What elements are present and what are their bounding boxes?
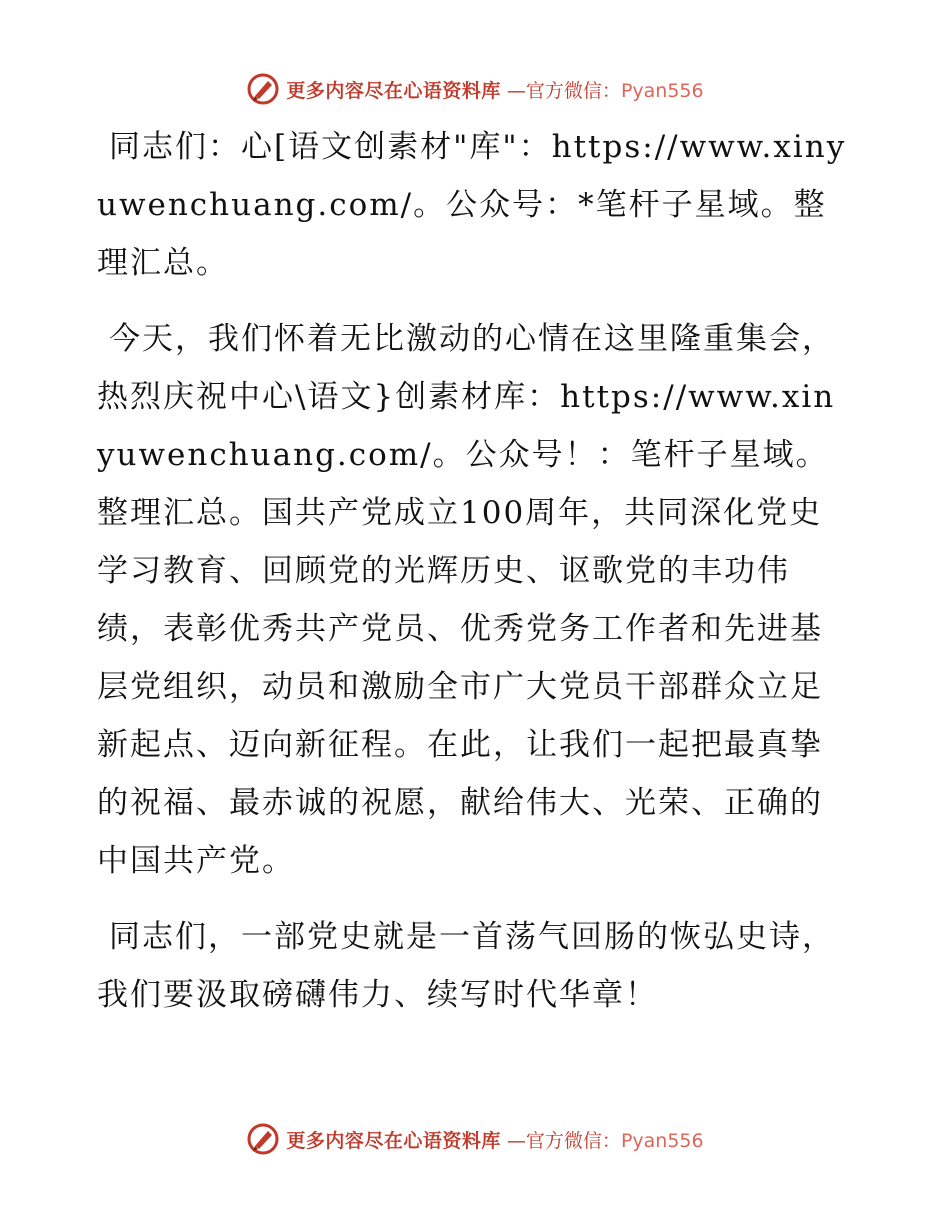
pen-logo-icon (246, 72, 280, 106)
document-body (97, 118, 853, 1042)
footer-banner (0, 1122, 950, 1156)
header-banner-wechat (507, 76, 704, 103)
paragraph-1: 同志们：心[语文创素材"库"：https://www.xinyuwenchuang.com/。公众号：*笔杆子星域。整理汇总。 (97, 129, 847, 281)
header-banner (0, 72, 950, 106)
footer-wechat-label: —官方微信： (506, 1129, 621, 1152)
header-wechat-label: —官方微信： (506, 79, 621, 102)
pen-logo-icon (246, 1122, 280, 1156)
paragraph-2: 今天，我们怀着无比激动的心情在这里隆重集会，热烈庆祝中心\语文}创素材库：https://www.xinyuwenchuang.com/。公众号！：笔杆子星域。整理汇总。国共产党成立100周年，共同深化党史学习教育、回顾党的光辉历史、讴歌党的丰功伟绩，表彰优秀共产党员、优秀党务工作者和先进基层党组织，动员和激励全市广大党员干部群众立足新起点、迈向新征程。在此，让我们一起把最真挚的祝福、最赤诚的祝愿，献给伟大、光荣、正确的中国共产党。 (97, 321, 836, 879)
header-wechat-id: Pyan556 (620, 79, 704, 102)
header-banner-title: 更多内容尽在心语资料库 (286, 79, 501, 102)
footer-banner-title: 更多内容尽在心语资料库 (286, 1129, 501, 1152)
paragraph-3: 同志们，一部党史就是一首荡气回肠的恢弘史诗，我们要汲取磅礴伟力、续写时代华章！ (97, 919, 835, 1013)
footer-wechat-id: Pyan556 (620, 1129, 704, 1152)
footer-banner-wechat (507, 1126, 704, 1153)
